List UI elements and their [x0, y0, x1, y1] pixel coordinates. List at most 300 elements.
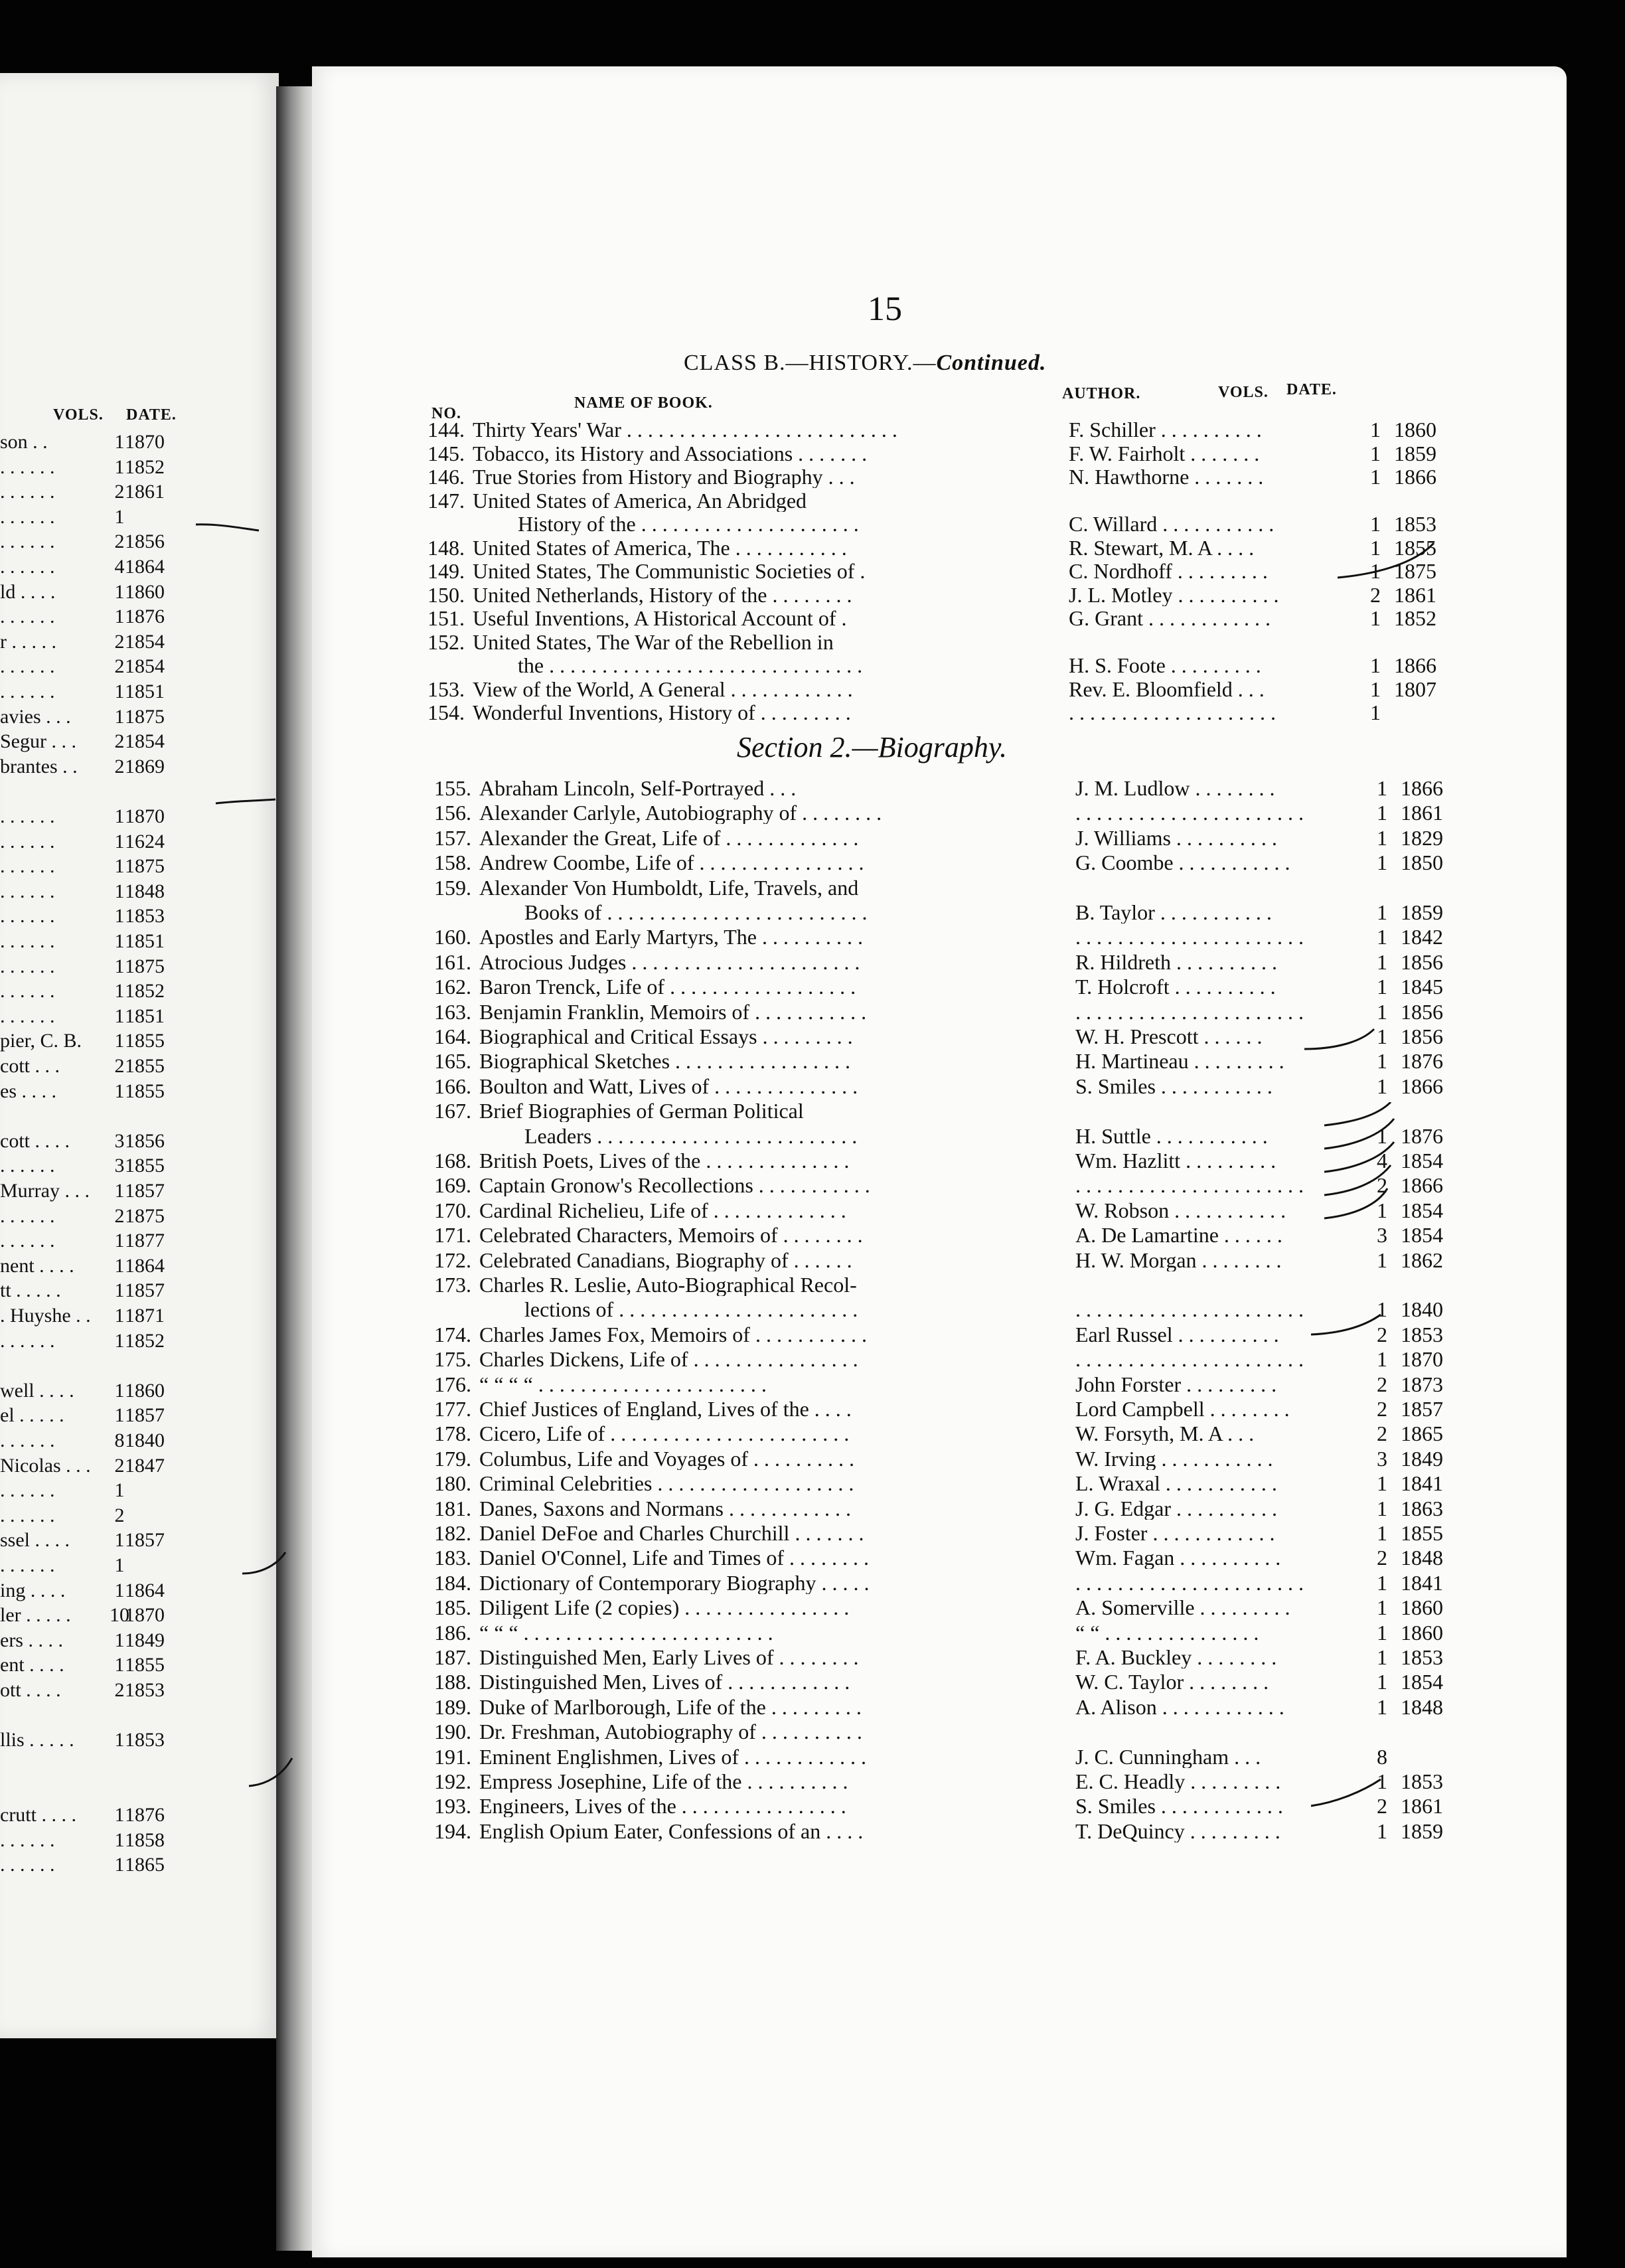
- entry-title: Charles James Fox, Memoirs of . . . . . . . . . . .: [479, 1323, 867, 1346]
- left-row-date: 1870: [125, 431, 165, 453]
- entry-number: 176.: [434, 1372, 471, 1396]
- entry-date: 1862: [1401, 1248, 1443, 1272]
- left-row-vols: 1: [114, 855, 125, 878]
- pencil-tick-mark: [212, 797, 279, 810]
- pencil-tick-mark: [1334, 535, 1440, 584]
- left-row-fragment: . . . . . .: [0, 1005, 55, 1027]
- left-row-vols: 1: [114, 905, 125, 928]
- entry-number: 152.: [427, 629, 465, 654]
- entry-author: Wm. Fagan . . . . . . . . . .: [1075, 1546, 1281, 1570]
- left-row-vols: 1: [114, 1080, 125, 1102]
- entry-vols: 1: [1377, 999, 1387, 1024]
- left-row-vols: 10: [110, 1604, 129, 1627]
- left-row-fragment: tt . . . . .: [0, 1279, 61, 1302]
- entry-number: 150.: [427, 582, 465, 607]
- entry-title: Benjamin Franklin, Memoirs of . . . . . . . . . . .: [479, 1000, 867, 1023]
- entry-title: United States, The Communistic Societies of .: [473, 560, 866, 582]
- left-row-date: 1864: [125, 556, 165, 578]
- left-row-fragment: . . . . . .: [0, 655, 55, 678]
- left-row-date: 1864: [125, 1579, 165, 1601]
- left-row-vols: 2: [114, 1679, 125, 1701]
- left-row-vols: 1: [114, 1030, 125, 1052]
- entry-title: History of the . . . . . . . . . . . . . . . . . . . . .: [518, 513, 859, 535]
- entry-date: 1854: [1401, 1149, 1443, 1173]
- entry-author: C. Willard . . . . . . . . . . .: [1069, 513, 1275, 535]
- left-row-date: 1840: [125, 1429, 165, 1451]
- left-row-date: 1854: [125, 730, 165, 753]
- entry-author: J. Foster . . . . . . . . . . . .: [1075, 1522, 1275, 1544]
- entry-date: 1860: [1401, 1595, 1443, 1620]
- section-heading: Section 2.—Biography.: [737, 731, 1007, 764]
- entry-number: 155.: [434, 776, 471, 800]
- entry-date: 1875: [1394, 559, 1436, 583]
- left-row-fragment: . . . . . .: [0, 1854, 55, 1876]
- left-row-fragment: Segur . . .: [0, 730, 76, 753]
- left-row-fragment: cott . . .: [0, 1055, 60, 1077]
- left-row-date: 1865: [125, 1854, 165, 1876]
- left-row-fragment: Nicolas . . .: [0, 1454, 91, 1477]
- left-row-fragment: ssel . . . .: [0, 1529, 70, 1552]
- left-row-date: 1854: [125, 655, 165, 678]
- entry-date: 1855: [1394, 535, 1436, 560]
- entry-date: 1865: [1401, 1421, 1443, 1446]
- right-page: [312, 66, 1567, 2257]
- entry-vols: 2: [1377, 1397, 1387, 1421]
- col-header-name: NAME OF BOOK.: [574, 394, 713, 412]
- left-row-fragment: . . . . . .: [0, 606, 55, 628]
- entry-title: Duke of Marlborough, Life of the . . . . . . . . .: [479, 1695, 862, 1718]
- entry-number: 159.: [434, 875, 471, 900]
- left-row-fragment: . . . . . .: [0, 1230, 55, 1252]
- left-row-vols: 1: [114, 505, 125, 528]
- col-header-vols: VOLS.: [1218, 384, 1269, 401]
- entry-author: E. C. Headly . . . . . . . . .: [1075, 1770, 1281, 1793]
- entry-date: 1854: [1401, 1670, 1443, 1694]
- entry-vols: 1: [1370, 677, 1381, 701]
- entry-author: G. Grant . . . . . . . . . . . .: [1069, 607, 1271, 629]
- left-row-date: 1860: [125, 1379, 165, 1402]
- entry-title: United States, The War of the Rebellion in: [473, 630, 834, 653]
- entry-author: . . . . . . . . . . . . . . . . . . . . . .: [1075, 1571, 1304, 1594]
- entry-date: 1866: [1401, 1074, 1443, 1098]
- class-heading-text: CLASS B.—HISTORY.—: [684, 351, 937, 375]
- left-row-date: 1852: [125, 980, 165, 1003]
- entry-author: A. Somerville . . . . . . . . .: [1075, 1596, 1290, 1619]
- entry-title: Cicero, Life of . . . . . . . . . . . . . . . . . . . . . . .: [479, 1422, 850, 1445]
- entry-author: H. S. Foote . . . . . . . . .: [1069, 654, 1261, 677]
- left-row-fragment: well . . . .: [0, 1379, 74, 1402]
- pencil-tick-mark: [246, 1753, 299, 1793]
- entry-title: Alexander Von Humboldt, Life, Travels, and: [479, 876, 859, 899]
- entry-title: Daniel DeFoe and Charles Churchill . . . . . . .: [479, 1522, 864, 1544]
- entry-number: 154.: [427, 700, 465, 724]
- entry-author: . . . . . . . . . . . . . . . . . . . . . .: [1075, 926, 1304, 949]
- entry-title: Atrocious Judges . . . . . . . . . . . . . . . . . . . . . .: [479, 950, 860, 973]
- entry-vols: 2: [1377, 1372, 1387, 1396]
- entry-number: 149.: [427, 559, 465, 583]
- left-row-vols: 4: [114, 556, 125, 578]
- entry-date: 1849: [1401, 1446, 1443, 1471]
- entry-vols: 1: [1377, 949, 1387, 974]
- entry-author: S. Smiles . . . . . . . . . . . .: [1075, 1795, 1283, 1818]
- entry-number: 166.: [434, 1074, 471, 1098]
- entry-number: 179.: [434, 1446, 471, 1471]
- entry-title: United Netherlands, History of the . . . . . . . .: [473, 583, 852, 606]
- entry-number: 170.: [434, 1198, 471, 1222]
- entry-vols: 1: [1370, 418, 1381, 442]
- entry-author: C. Nordhoff . . . . . . . . .: [1069, 560, 1268, 582]
- left-row-fragment: . . . . . .: [0, 1504, 55, 1526]
- left-page: [0, 73, 279, 2038]
- entry-author: B. Taylor . . . . . . . . . . .: [1075, 901, 1272, 924]
- left-row-fragment: el . . . . .: [0, 1404, 64, 1427]
- left-row-date: 1856: [125, 1129, 165, 1152]
- entry-date: 1807: [1394, 677, 1436, 701]
- left-row-fragment: . . . . . .: [0, 1155, 55, 1177]
- entry-number: 167.: [434, 1099, 471, 1123]
- left-row-fragment: r . . . . .: [0, 630, 56, 653]
- left-row-date: 1857: [125, 1180, 165, 1202]
- entry-number: 160.: [434, 925, 471, 949]
- col-header-date: DATE.: [1286, 381, 1337, 398]
- entry-number: 147.: [427, 488, 465, 513]
- left-row-date: 1847: [125, 1454, 165, 1477]
- entry-number: 182.: [434, 1521, 471, 1545]
- entry-author: G. Coombe . . . . . . . . . . .: [1075, 851, 1290, 874]
- entry-number: 151.: [427, 606, 465, 630]
- entry-author: F. W. Fairholt . . . . . . .: [1069, 442, 1260, 465]
- left-row-fragment: . . . . . .: [0, 905, 55, 928]
- left-row-fragment: pier, C. B.: [0, 1030, 82, 1052]
- left-row-fragment: . . . . . .: [0, 1828, 55, 1851]
- left-row-vols: 1: [114, 1579, 125, 1601]
- entry-date: 1876: [1401, 1049, 1443, 1074]
- entry-vols: 1: [1377, 1471, 1387, 1496]
- entry-author: W. Robson . . . . . . . . . . .: [1075, 1198, 1286, 1222]
- entry-title: Alexander the Great, Life of . . . . . . . . . . . . .: [479, 826, 859, 849]
- entry-number: 186.: [434, 1620, 471, 1645]
- entry-date: 1853: [1401, 1322, 1443, 1346]
- entry-author: A. Alison . . . . . . . . . . . .: [1075, 1695, 1284, 1718]
- entry-number: 153.: [427, 677, 465, 701]
- entry-title: Wonderful Inventions, History of . . . . . . . . .: [473, 701, 851, 724]
- left-row-vols: 2: [114, 481, 125, 503]
- entry-author: . . . . . . . . . . . . . . . . . . . .: [1069, 701, 1276, 724]
- entry-vols: 1: [1370, 606, 1381, 630]
- left-row-fragment: ott . . . .: [0, 1679, 61, 1701]
- left-row-date: 1855: [125, 1055, 165, 1077]
- left-row-fragment: nent . . . .: [0, 1254, 74, 1277]
- left-row-vols: 3: [114, 1155, 125, 1177]
- entry-vols: 1: [1377, 1123, 1387, 1148]
- entry-date: 1841: [1401, 1570, 1443, 1595]
- entry-author: W. Forsyth, M. A . . .: [1075, 1422, 1255, 1445]
- entry-title: Useful Inventions, A Historical Account of .: [473, 607, 847, 629]
- entry-author: Wm. Hazlitt . . . . . . . . .: [1075, 1149, 1277, 1172]
- entry-title: Tobacco, its History and Associations . . . . . . .: [473, 442, 868, 465]
- left-row-date: 1875: [125, 955, 165, 977]
- entry-vols: 1: [1370, 512, 1381, 536]
- entry-number: 174.: [434, 1322, 471, 1346]
- entry-number: 189.: [434, 1694, 471, 1719]
- entry-vols: 1: [1377, 1694, 1387, 1719]
- left-row-date: 1876: [125, 606, 165, 628]
- entry-number: 161.: [434, 949, 471, 974]
- entry-vols: 1: [1377, 1198, 1387, 1222]
- left-row-date: 1849: [125, 1629, 165, 1651]
- left-row-vols: 2: [114, 1055, 125, 1077]
- left-row-date: 1875: [125, 855, 165, 878]
- left-row-vols: 2: [114, 1504, 125, 1526]
- entry-author: . . . . . . . . . . . . . . . . . . . . . .: [1075, 801, 1304, 825]
- left-row-date: 1624: [125, 830, 165, 852]
- entry-author: R. Hildreth . . . . . . . . . .: [1075, 950, 1277, 973]
- left-row-date: 1857: [125, 1279, 165, 1302]
- entry-author: T. Holcroft . . . . . . . . . .: [1075, 975, 1276, 999]
- entry-author: H. W. Morgan . . . . . . . .: [1075, 1248, 1282, 1271]
- entry-number: 177.: [434, 1397, 471, 1421]
- entry-date: 1829: [1401, 825, 1443, 850]
- left-row-date: 1875: [125, 1204, 165, 1227]
- entry-date: 1840: [1401, 1297, 1443, 1322]
- left-row-fragment: . Huyshe . .: [0, 1305, 91, 1327]
- entry-number: 164.: [434, 1024, 471, 1048]
- left-row-vols: 1: [114, 455, 125, 478]
- left-row-fragment: . . . . . .: [0, 556, 55, 578]
- book-gutter: [276, 86, 317, 2251]
- entry-vols: 8: [1377, 1744, 1387, 1769]
- entry-vols: 1: [1377, 825, 1387, 850]
- entry-date: 1859: [1394, 441, 1436, 465]
- entry-title: Empress Josephine, Life of the . . . . . . . . . .: [479, 1770, 848, 1793]
- left-row-date: 1851: [125, 681, 165, 702]
- left-row-fragment: ent . . . .: [0, 1654, 64, 1676]
- left-row-vols: 1: [114, 1804, 125, 1826]
- left-row-vols: 1: [114, 1254, 125, 1277]
- entry-title: the . . . . . . . . . . . . . . . . . . . . . . . . . . . . . .: [518, 654, 863, 677]
- entry-vols: 2: [1377, 1173, 1387, 1198]
- entry-date: 1856: [1401, 949, 1443, 974]
- left-date-header: DATE.: [126, 406, 177, 424]
- entry-vols: 1: [1377, 1248, 1387, 1272]
- entry-title: Biographical Sketches . . . . . . . . . . . . . . . . .: [479, 1050, 851, 1073]
- left-row-vols: 1: [114, 1329, 125, 1352]
- left-row-vols: 1: [114, 1279, 125, 1302]
- entry-number: 148.: [427, 535, 465, 560]
- entry-number: 175.: [434, 1347, 471, 1372]
- page-number: 15: [868, 290, 902, 328]
- left-row-vols: 1: [114, 830, 125, 852]
- left-row-date: 1857: [125, 1404, 165, 1427]
- entry-title: Andrew Coombe, Life of . . . . . . . . . . . . . . . .: [479, 851, 864, 874]
- entry-vols: 1: [1377, 1049, 1387, 1074]
- left-row-vols: 1: [114, 805, 125, 827]
- entry-date: 1856: [1401, 999, 1443, 1024]
- entry-vols: 2: [1370, 582, 1381, 607]
- entry-number: 156.: [434, 801, 471, 825]
- entry-number: 165.: [434, 1049, 471, 1074]
- left-row-date: 1871: [125, 1305, 165, 1327]
- entry-number: 185.: [434, 1595, 471, 1620]
- left-row-date: 1848: [125, 880, 165, 902]
- entry-date: 1853: [1401, 1645, 1443, 1669]
- entry-number: 169.: [434, 1173, 471, 1198]
- entry-author: W. C. Taylor . . . . . . . .: [1075, 1670, 1269, 1694]
- entry-title: Charles Dickens, Life of . . . . . . . . . . . . . . . .: [479, 1348, 858, 1371]
- entry-author: Lord Campbell . . . . . . . .: [1075, 1398, 1290, 1420]
- entry-vols: 1: [1377, 1074, 1387, 1098]
- entry-vols: 2: [1377, 1794, 1387, 1819]
- left-row-fragment: . . . . . .: [0, 930, 55, 952]
- entry-date: 1866: [1401, 1173, 1443, 1198]
- entry-author: Earl Russel . . . . . . . . . .: [1075, 1323, 1279, 1346]
- entry-number: 178.: [434, 1421, 471, 1446]
- left-row-date: 1877: [125, 1230, 165, 1252]
- entry-date: 1853: [1394, 512, 1436, 536]
- left-row-fragment: ing . . . .: [0, 1579, 66, 1601]
- left-row-fragment: . . . . . .: [0, 681, 55, 702]
- entry-number: 194.: [434, 1819, 471, 1843]
- entry-date: 1876: [1401, 1123, 1443, 1148]
- entry-date: 1855: [1401, 1521, 1443, 1545]
- left-row-vols: 1: [114, 955, 125, 977]
- entry-date: 1848: [1401, 1694, 1443, 1719]
- pencil-tick-mark: [1308, 1773, 1387, 1813]
- entry-title: Celebrated Canadians, Biography of . . . . . .: [479, 1248, 852, 1271]
- class-heading: [684, 351, 1046, 376]
- entry-title: Distinguished Men, Early Lives of . . . . . . . .: [479, 1646, 859, 1668]
- entry-number: 180.: [434, 1471, 471, 1496]
- entry-title: Diligent Life (2 copies) . . . . . . . . . . . . . . . .: [479, 1596, 850, 1619]
- entry-number: 157.: [434, 825, 471, 850]
- entry-author: . . . . . . . . . . . . . . . . . . . . . .: [1075, 1348, 1304, 1371]
- entry-date: 1848: [1401, 1546, 1443, 1570]
- entry-title: Brief Biographies of German Political: [479, 1099, 804, 1123]
- entry-title: United States of America, An Abridged: [473, 489, 807, 512]
- left-row-date: 1851: [125, 1005, 165, 1027]
- entry-title: Charles R. Leslie, Auto-Biographical Recol-: [479, 1273, 857, 1296]
- left-row-fragment: ler . . . . .: [0, 1604, 71, 1627]
- left-row-fragment: . . . . . .: [0, 830, 55, 852]
- left-row-fragment: . . . . . .: [0, 955, 55, 977]
- left-row-date: 1869: [125, 755, 165, 777]
- left-row-date: 1876: [125, 1804, 165, 1826]
- left-row-vols: 2: [114, 655, 125, 678]
- entry-vols: 1: [1377, 1496, 1387, 1520]
- left-row-date: 1855: [125, 1654, 165, 1676]
- left-row-date: 1858: [125, 1828, 165, 1851]
- entry-vols: 1: [1370, 653, 1381, 677]
- entry-author: W. Irving . . . . . . . . . . .: [1075, 1447, 1273, 1470]
- entry-date: 1873: [1401, 1372, 1443, 1396]
- entry-title: Dictionary of Contemporary Biography . . . . .: [479, 1571, 870, 1594]
- entry-date: 1860: [1394, 418, 1436, 442]
- entry-vols: 1: [1377, 1769, 1387, 1793]
- entry-date: 1856: [1401, 1024, 1443, 1048]
- entry-date: 1853: [1401, 1769, 1443, 1793]
- left-row-fragment: crutt . . . .: [0, 1804, 76, 1826]
- entry-title: “ “ “ “ . . . . . . . . . . . . . . . . . . . . . .: [479, 1372, 767, 1396]
- entry-vols: 1: [1377, 1645, 1387, 1669]
- entry-title: English Opium Eater, Confessions of an . . . .: [479, 1819, 864, 1842]
- left-row-vols: 1: [114, 880, 125, 902]
- entry-vols: 1: [1377, 1521, 1387, 1545]
- left-row-date: 1852: [125, 455, 165, 478]
- left-vols-header: VOLS.: [53, 406, 104, 424]
- entry-date: 1842: [1401, 925, 1443, 949]
- left-row-vols: 1: [114, 1854, 125, 1876]
- entry-title: Chief Justices of England, Lives of the . . . .: [479, 1398, 852, 1420]
- entry-title: Apostles and Early Martyrs, The . . . . . . . . . .: [479, 926, 863, 949]
- entry-vols: 1: [1377, 1024, 1387, 1048]
- left-row-vols: 1: [114, 1529, 125, 1552]
- pencil-tick-marks: [1321, 1102, 1401, 1235]
- left-row-vols: 1: [114, 1629, 125, 1651]
- left-row-vols: 1: [114, 1554, 125, 1576]
- left-row-vols: 1: [114, 1654, 125, 1676]
- left-row-fragment: . . . . . .: [0, 1429, 55, 1451]
- left-row-vols: 1: [114, 930, 125, 952]
- left-row-fragment: Murray . . .: [0, 1180, 90, 1202]
- entry-author: N. Hawthorne . . . . . . .: [1069, 465, 1264, 488]
- entry-vols: 1: [1377, 1570, 1387, 1595]
- left-row-fragment: son . .: [0, 431, 48, 453]
- entry-title: Boulton and Watt, Lives of . . . . . . . . . . . . . .: [479, 1074, 858, 1097]
- entry-vols: 1: [1370, 700, 1381, 724]
- left-row-date: 1854: [125, 630, 165, 653]
- entry-date: 1854: [1401, 1198, 1443, 1222]
- entry-title: Criminal Celebrities . . . . . . . . . . . . . . . . . . .: [479, 1472, 854, 1495]
- left-row-date: 1853: [125, 1679, 165, 1701]
- left-row-date: 1855: [125, 1155, 165, 1177]
- entry-number: 162.: [434, 975, 471, 999]
- entry-date: 1860: [1401, 1620, 1443, 1645]
- entry-title: “ “ “ . . . . . . . . . . . . . . . . . . . . . . . .: [479, 1621, 773, 1644]
- left-row-date: 1864: [125, 1254, 165, 1277]
- entry-title: Cardinal Richelieu, Life of . . . . . . . . . . . . .: [479, 1198, 846, 1222]
- left-row-vols: 1: [114, 1005, 125, 1027]
- left-row-vols: 1: [114, 1479, 125, 1502]
- entry-vols: 3: [1377, 1446, 1387, 1471]
- left-row-date: 1861: [125, 481, 165, 503]
- left-row-fragment: . . . . . .: [0, 455, 55, 478]
- entry-vols: 1: [1370, 559, 1381, 583]
- entry-author: H. Martineau . . . . . . . . .: [1075, 1050, 1284, 1073]
- entry-date: 1861: [1394, 582, 1436, 607]
- left-row-fragment: . . . . . .: [0, 505, 55, 528]
- entry-vols: 1: [1370, 441, 1381, 465]
- entry-date: 1859: [1401, 1819, 1443, 1843]
- entry-title: British Poets, Lives of the . . . . . . . . . . . . . .: [479, 1149, 850, 1172]
- entry-number: 190.: [434, 1720, 471, 1744]
- left-row-fragment: es . . . .: [0, 1080, 56, 1102]
- left-row-vols: 1: [114, 1180, 125, 1202]
- left-row-fragment: . . . . . .: [0, 1329, 55, 1352]
- left-row-vols: 2: [114, 755, 125, 777]
- pencil-tick-mark: [239, 1547, 292, 1580]
- entry-number: 173.: [434, 1273, 471, 1297]
- entry-date: 1850: [1401, 850, 1443, 875]
- entry-title: Distinguished Men, Lives of . . . . . . . . . . . .: [479, 1670, 850, 1694]
- entry-title: Dr. Freshman, Autobiography of . . . . . . . . . .: [479, 1720, 862, 1743]
- entry-vols: 1: [1377, 975, 1387, 999]
- entry-author: J. M. Ludlow . . . . . . . .: [1075, 777, 1275, 799]
- entry-number: 181.: [434, 1496, 471, 1520]
- left-row-vols: 1: [114, 980, 125, 1003]
- left-row-date: 1857: [125, 1529, 165, 1552]
- entry-vols: 1: [1377, 1595, 1387, 1620]
- left-row-vols: 1: [114, 431, 125, 453]
